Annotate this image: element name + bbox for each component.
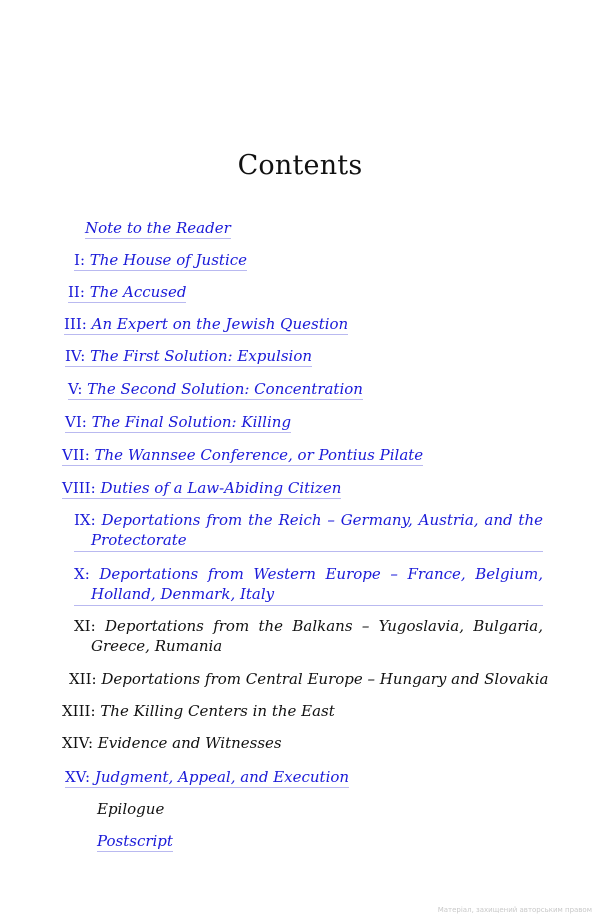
toc-entry-chapter-10[interactable]: [74, 564, 543, 606]
chapter-number: IV: [65, 347, 81, 365]
toc-title: Epilogue: [97, 800, 165, 818]
chapter-separator: :: [77, 380, 88, 398]
toc-link[interactable]: Deportations from the Reich – Germany, Austria, and the Protectorate: [91, 511, 543, 549]
toc-entry-postscript[interactable]: [97, 831, 173, 851]
chapter-number: X: [74, 565, 85, 583]
chapter-separator: :: [81, 315, 92, 333]
toc-link[interactable]: The Accused: [89, 283, 187, 301]
chapter-number: VI: [65, 413, 82, 431]
toc-entry-chapter-13: [62, 701, 335, 721]
chapter-number: IX: [74, 511, 91, 529]
chapter-number: XI: [74, 617, 91, 635]
toc-title: Deportations from Central Europe – Hungary and Slovakia: [101, 670, 549, 688]
chapter-number: II: [68, 283, 80, 301]
toc-entry-chapter-11: [74, 616, 543, 656]
chapter-separator: :: [80, 347, 91, 365]
toc-entry-chapter-15[interactable]: [65, 767, 349, 787]
toc-link[interactable]: The First Solution: Expulsion: [90, 347, 313, 365]
toc-link[interactable]: Duties of a Law-Abiding Citizen: [100, 479, 342, 497]
chapter-number: V: [68, 380, 78, 398]
toc-title: Evidence and Witnesses: [97, 734, 282, 752]
toc-entry-chapter-6[interactable]: [65, 412, 291, 432]
chapter-separator: :: [90, 511, 102, 529]
chapter-number: VII: [62, 446, 85, 464]
page-title: Contents: [237, 150, 363, 182]
chapter-number: VIII: [62, 479, 91, 497]
toc-link[interactable]: The Second Solution: Concentration: [87, 380, 363, 398]
chapter-number: XIII: [62, 702, 91, 720]
chapter-number: XIV: [62, 734, 88, 752]
chapter-separator: :: [84, 446, 95, 464]
copyright-watermark: Матеріал, захищений авторським правом: [437, 906, 592, 914]
chapter-separator: :: [79, 251, 90, 269]
toc-link[interactable]: The House of Justice: [89, 251, 248, 269]
chapter-separator: :: [84, 565, 100, 583]
toc-entry-chapter-7[interactable]: [62, 445, 423, 465]
chapter-separator: :: [90, 617, 105, 635]
toc-entry-chapter-3[interactable]: [64, 314, 348, 334]
toc-entry-note-to-reader[interactable]: [85, 218, 231, 238]
toc-entry-chapter-4[interactable]: [65, 346, 312, 366]
chapter-separator: :: [79, 283, 90, 301]
toc-entry-chapter-9[interactable]: [74, 510, 543, 552]
toc-entry-epilogue: [97, 799, 164, 819]
toc-entry-chapter-1[interactable]: [74, 250, 247, 270]
toc-link[interactable]: The Wannsee Conference, or Pontius Pilate: [94, 446, 424, 464]
chapter-separator: :: [90, 702, 101, 720]
toc-link[interactable]: Note to the Reader: [85, 219, 231, 237]
toc-link[interactable]: Deportations from Western Europe – France, Belgium, Holland, Denmark, Italy: [91, 565, 544, 603]
toc-title: Deportations from the Balkans – Yugoslavia, Bulgaria, Greece, Rumania: [91, 617, 543, 655]
chapter-separator: :: [87, 734, 98, 752]
toc-link[interactable]: The Final Solution: Killing: [91, 413, 292, 431]
chapter-number: XII: [69, 670, 92, 688]
toc-entry-chapter-2[interactable]: [68, 282, 186, 302]
toc-title: The Killing Centers in the East: [100, 702, 335, 720]
toc-link[interactable]: Postscript: [97, 832, 173, 850]
chapter-separator: :: [91, 670, 102, 688]
chapter-number: III: [64, 315, 82, 333]
toc-entry-chapter-5[interactable]: [68, 379, 363, 399]
toc-entry-chapter-14: [62, 733, 282, 753]
chapter-number: I: [74, 251, 80, 269]
chapter-number: XV: [65, 768, 86, 786]
chapter-separator: :: [90, 479, 101, 497]
toc-entry-chapter-12: [69, 669, 549, 689]
chapter-separator: :: [81, 413, 92, 431]
toc-entry-chapter-8[interactable]: [62, 478, 341, 498]
toc-link[interactable]: An Expert on the Jewish Question: [91, 315, 349, 333]
chapter-separator: :: [85, 768, 95, 786]
toc-link[interactable]: Judgment, Appeal, and Execution: [94, 768, 350, 786]
